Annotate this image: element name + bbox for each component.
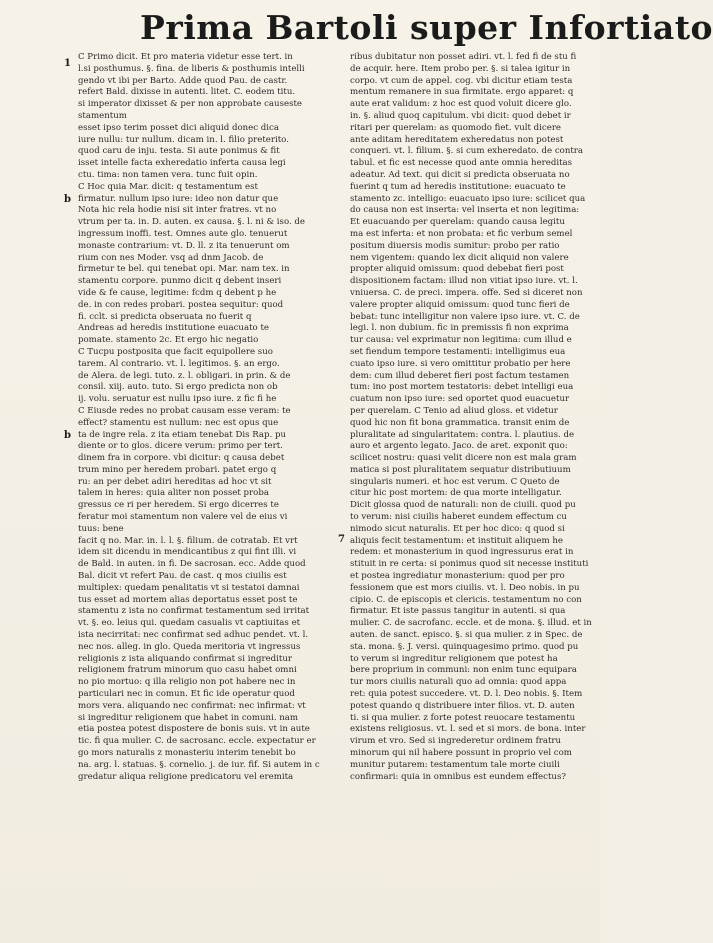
text-line: cuatum non ipso iure: sed oportet quod euacuetur bbox=[350, 394, 570, 405]
text-line: auten. de sanct. episco. §. si qua mulier. z in Spec. de bbox=[350, 630, 583, 641]
text-line: tabul. et fic est necesse quod ante omnia hereditas bbox=[350, 158, 573, 169]
text-line: propter aliquid omissum: quod debebat fieri post bbox=[350, 264, 564, 275]
text-line: positum diuersis modis sumitur: probo per ratio bbox=[350, 240, 560, 251]
text-line: trum mino per heredem probari. patet ergo q bbox=[78, 464, 277, 475]
text-line: refert Bald. dixisse in autenti. litet. C. eodem titu. bbox=[78, 87, 296, 98]
text-line: to verum si ingreditur religionem que potest ha bbox=[350, 653, 558, 664]
text-line: particulari nec in comun. Et fic ide operatur quod bbox=[78, 689, 295, 700]
text-line: ij. volu. seruatur est nullu ipso iure. z fic fi he bbox=[78, 394, 277, 405]
text-line: ritari per querelam: as quomodo fiet. vult dicere bbox=[350, 122, 562, 133]
text-line: mors vera. aliquando nec confirmat: nec infirmat: vt bbox=[78, 700, 306, 711]
text-line: in. §. aliud quoq capitulum. vbi dicit: quod debet ir bbox=[350, 110, 571, 121]
text-line: ti. si qua mulier. z forte potest reuocare testamentu bbox=[350, 712, 576, 723]
right-text-column bbox=[350, 52, 595, 923]
text-line: dem: cum illud deberet fieri post factum testamen bbox=[350, 370, 570, 381]
text-line: ctu. tima: non tamen vera. tunc fuit opin. bbox=[78, 169, 258, 180]
text-line: redem: et monasterium in quod ingressurus erat in bbox=[350, 547, 574, 558]
text-line: aute erat validum: z hoc est quod voluit dicere glo. bbox=[350, 99, 572, 110]
text-line: firmatur. Et iste passus tangitur in autenti. si qua bbox=[350, 606, 566, 617]
text-line: tum: ino post mortem testatoris: debet intelligi eua bbox=[350, 382, 574, 393]
paragraph-marker-1: 1 bbox=[64, 58, 71, 69]
text-line: to verum: nisi ciuilis haberet eundem effectum cu bbox=[350, 512, 567, 523]
text-line: diente or to glos. dicere verum: primo per tert. bbox=[78, 441, 283, 452]
text-line: Dicit glossa quod de naturali: non de ciuili. quod pu bbox=[350, 500, 576, 511]
text-line: tuus: bene bbox=[78, 523, 124, 534]
text-line: sta. mona. §. J. versi. quinquagesimo primo. quod pu bbox=[350, 641, 579, 652]
text-line: tarem. Al contrario. vt. l. legitimos. §. an ergo. bbox=[78, 358, 280, 369]
text-line: Bal. dicit vt refert Pau. de cast. q mos ciuilis est bbox=[78, 571, 287, 582]
text-line: citur hic post mortem: de qua morte intelligatur. bbox=[350, 488, 562, 499]
text-line: existens religiosus. vt. l. sed et si mors. de bona. inter bbox=[350, 724, 586, 735]
text-line: no pio mortuo: q illa religio non pot habere nec in bbox=[78, 677, 296, 688]
text-line: quod caru de inju. testa. Si aute ponimus & fit bbox=[78, 146, 280, 157]
text-line: de Bald. in auten. in fi. De sacrosan. ecc. Adde quod bbox=[78, 559, 306, 570]
text-line: tus esset ad mortem alias deportatus esset post te bbox=[78, 594, 298, 605]
text-line: ante aditam hereditatem exheredatus non potest bbox=[350, 134, 564, 145]
text-line: nem vigentem: quando lex dicit aliquid non valere bbox=[350, 252, 569, 263]
text-line: stamentum bbox=[78, 110, 127, 121]
text-line: iure nullu: tur nullum. dicam in. l. filio preterito. bbox=[78, 134, 289, 145]
text-line: per querelam. C Tenio ad aliud gloss. et videtur bbox=[350, 405, 558, 416]
text-line: et postea ingrediatur monasterium: quod per pro bbox=[350, 571, 565, 582]
text-line: l.si posthumus. §. fina. de liberis & posthumis intelli bbox=[78, 63, 305, 74]
text-line: na. arg. l. statuas. §. cornelio. j. de iur. fif. Si autem in c bbox=[78, 759, 320, 770]
text-line: esset ipso terim posset dici aliquid donec dica bbox=[78, 122, 279, 133]
text-line: stituit in re certa: si ponimus quod sit necesse instituti bbox=[350, 559, 589, 570]
text-line: mentum remanere in sua firmitate. ergo apparet: q bbox=[350, 87, 574, 98]
text-line: fi. cclt. si predicta obseruata no fuerit q bbox=[78, 311, 252, 322]
text-line: gressus ce ri per heredem. Si ergo dicerres te bbox=[78, 500, 279, 511]
text-line: gredatur aliqua religione predicatoru vel eremita bbox=[78, 771, 294, 782]
paragraph-marker-b-2: b bbox=[64, 430, 71, 441]
text-line: matica si post pluralitatem sequatur distributiuum bbox=[350, 464, 571, 475]
text-line: pomate. stamento 2c. Et ergo hic negatio bbox=[78, 335, 259, 346]
text-line: valere propter aliquid omissum: quod tunc fieri de bbox=[350, 299, 570, 310]
paragraph-marker-7: 7 bbox=[338, 534, 345, 545]
text-line: ingressum inoffi. test. Omnes aute glo. tenuerut bbox=[78, 228, 288, 239]
text-line: nimodo sicut naturalis. Et per hoc dico: q quod si bbox=[350, 523, 565, 534]
text-line: de. in con redes probari. postea sequitur: quod bbox=[78, 299, 284, 310]
text-line: set fiendum tempore testamenti: intelligimus eua bbox=[350, 346, 566, 357]
text-line: tur mors ciuilis naturali quo ad omnia: quod appa bbox=[350, 677, 567, 688]
text-line: religionis z ista aliquando confirmat si ingreditur bbox=[78, 653, 293, 664]
text-line: ribus dubitatur non posset adiri. vt. l. fed fi de stu fi bbox=[350, 52, 577, 62]
text-line: vtrum per ta. in. D. auten. ex causa. §. l. ni & iso. de bbox=[78, 217, 306, 228]
text-line: minorum qui nil habere possunt in proprio vel com bbox=[350, 748, 572, 759]
text-line: do causa non est inserta: vel inserta et non legitima: bbox=[350, 205, 580, 216]
text-line: munitur putarem: testamentum tale morte ciuili bbox=[350, 759, 560, 770]
text-line: go mors naturalis z monasteriu interim tenebit bo bbox=[78, 748, 296, 759]
text-line: ta de ingre rela. z ita etiam tenebat Dis Rap. pu bbox=[78, 429, 287, 440]
text-line: facit q no. Mar. in. l. l. §. filium. de cotratab. Et vrt bbox=[78, 535, 298, 546]
text-line: potest quando q distribuere inter filios. vt. D. auten bbox=[350, 700, 575, 711]
text-line: legi. l. non dubium. fic in premissis fi non exprima bbox=[350, 323, 569, 334]
text-line: adeatur. Ad text. qui dicit si predicta obseruata no bbox=[350, 169, 570, 180]
text-line: religionem fratrum minorum quo casu habet omni bbox=[78, 665, 297, 676]
text-line: ma est inferta: et non probata: et fic verbum semel bbox=[350, 228, 573, 239]
text-line: C Hoc quia Mar. dicit: q testamentum est bbox=[78, 181, 258, 192]
text-line: aliquis fecit testamentum: et instituit aliquem he bbox=[350, 535, 563, 546]
text-line: mulier. C. de sacrofanc. eccle. et de mona. §. illud. et in bbox=[350, 618, 592, 629]
text-line: stamento zc. intelligo: euacuato ipso iure: scilicet qua bbox=[350, 193, 586, 204]
text-line: pluralitate ad singularitatem: contra. l. plautius. de bbox=[350, 429, 575, 440]
text-line: feratur moi stamentum non valere vel de eius vi bbox=[78, 512, 288, 523]
text-line: Et euacuando per querelam: quando causa legitu bbox=[350, 217, 565, 228]
text-line: firmatur. nullum ipso iure: ideo non datur que bbox=[78, 193, 279, 204]
text-line: de acquir. here. Item probo per. §. si talea igitur in bbox=[350, 63, 571, 74]
text-line: dinem fra in corpore. vbi dicitur: q causa debet bbox=[78, 453, 285, 464]
text-line: vt. §. eo. leius qui. quedam casualis vt captiuitas et bbox=[78, 618, 301, 629]
text-line: vide & fe cause, legitime: fcdm q debent p he bbox=[78, 287, 277, 298]
text-line: talem in heres: quia aliter non posset proba bbox=[78, 488, 269, 499]
text-line: fuerint q tum ad heredis institutione: euacuato te bbox=[350, 181, 566, 192]
running-header: Prima Bartoli super Infortiato bbox=[140, 8, 713, 47]
text-line: isset intelle facta exheredatio inferta causa legi bbox=[78, 158, 286, 169]
text-line: auro et argento legato. Jaco. de aret. exponit quo: bbox=[350, 441, 568, 452]
text-line: ret: quia potest succedere. vt. D. l. Deo nobis. §. Item bbox=[350, 689, 583, 700]
text-line: C Tucpu postposita que facit equipollere suo bbox=[78, 346, 273, 357]
text-line: si imperator dixisset & per non approbate causeste bbox=[78, 99, 303, 110]
text-line: bere proprium in communi: non enim tunc equipara bbox=[350, 665, 577, 676]
text-line: scilicet nostru: quasi velit dicere non est mala gram bbox=[350, 453, 577, 464]
text-line: virum et vro. Sed si ingrederetur ordinem fratru bbox=[350, 736, 562, 747]
text-line: ru: an per debet adiri hereditas ad hoc vt sit bbox=[78, 476, 272, 487]
text-line: tic. fi qua mulier. C. de sacrosanc. eccle. expectatur er bbox=[78, 736, 316, 747]
text-line: effect? stamentu est nullum: nec est opus que bbox=[78, 417, 279, 428]
text-line: cipio. C. de episcopis et clericis. testamentum no con bbox=[350, 594, 582, 605]
text-line: tur causa: vel exprimatur non legitima: cum illud e bbox=[350, 335, 572, 346]
text-line: quod hic non fit bona grammatica. transit enim de bbox=[350, 417, 570, 428]
text-line: de Alera. de legi. tuto. z. l. obligari. in prin. & de bbox=[78, 370, 291, 381]
text-line: ista necirritat: nec confirmat sed adhuc pendet. vt. l. bbox=[78, 630, 309, 641]
text-line: C Primo dicit. Et pro materia videtur esse tert. in bbox=[78, 52, 293, 62]
text-line: firmetur te bel. qui tenebat opi. Mar. nam tex. in bbox=[78, 264, 290, 275]
text-line: fessionem que est mors ciuilis. vt. l. Deo nobis. in pu bbox=[350, 582, 580, 593]
text-line: monaste contrarium: vt. D. ll. z ita tenuerunt om bbox=[78, 240, 290, 251]
text-line: conqueri. vt. l. filium. §. si cum exheredato. de contra bbox=[350, 146, 584, 157]
text-line: consil. xiij. auto. tuto. Si ergo predicta non ob bbox=[78, 382, 278, 393]
text-line: vniuersa. C. de preci. impera. offe. Sed si diceret non bbox=[350, 287, 583, 298]
text-line: Nota hic rela hodie nisi sit inter fratres. vt no bbox=[78, 205, 277, 216]
text-line: gendo vt ibi per Barto. Adde quod Pau. de castr. bbox=[78, 75, 288, 86]
text-line: nec nos. alleg. in glo. Queda meritoria vt ingressus bbox=[78, 641, 301, 652]
left-text-column bbox=[78, 52, 336, 923]
text-line: corpo. vt cum de appel. cog. vbi dicitur etiam testa bbox=[350, 75, 573, 86]
text-line: si ingreditur religionem que habet in comuni. nam bbox=[78, 712, 299, 723]
text-line: Andreas ad heredis institutione euacuato te bbox=[78, 323, 269, 334]
text-line: etia postea potest dispostere de bonis suis. vt in aute bbox=[78, 724, 310, 735]
text-line: cuato ipso iure. si vero omittitur probatio per here bbox=[350, 358, 571, 369]
text-line: stamentu corpore. punmo dicit q debent inseri bbox=[78, 276, 282, 287]
text-line: dispositionem factam: illud non vitiat ipso iure. vt. l. bbox=[350, 276, 578, 287]
text-line: C Eiusde redes no probat causam esse veram: te bbox=[78, 405, 291, 416]
paragraph-marker-b: b bbox=[64, 194, 71, 205]
text-line: stamentu z ista no confirmat testamentum sed irritat bbox=[78, 606, 310, 617]
text-line: confirmari: quia in omnibus est eundem effectus? bbox=[350, 771, 566, 782]
text-line: idem sit dicendu in mendicantibus z qui fint illi. vi bbox=[78, 547, 297, 558]
text-line: singularis numeri. et hoc est verum. C Queto de bbox=[350, 476, 560, 487]
text-line: multiplex: quedam penalitatis vt si testatoi damnai bbox=[78, 582, 300, 593]
text-line: rium con nes Moder. vsq ad dnm Jacob. de bbox=[78, 252, 264, 263]
text-line: bebat: tunc intelligitur non valere ipso iure. vt. C. de bbox=[350, 311, 580, 322]
